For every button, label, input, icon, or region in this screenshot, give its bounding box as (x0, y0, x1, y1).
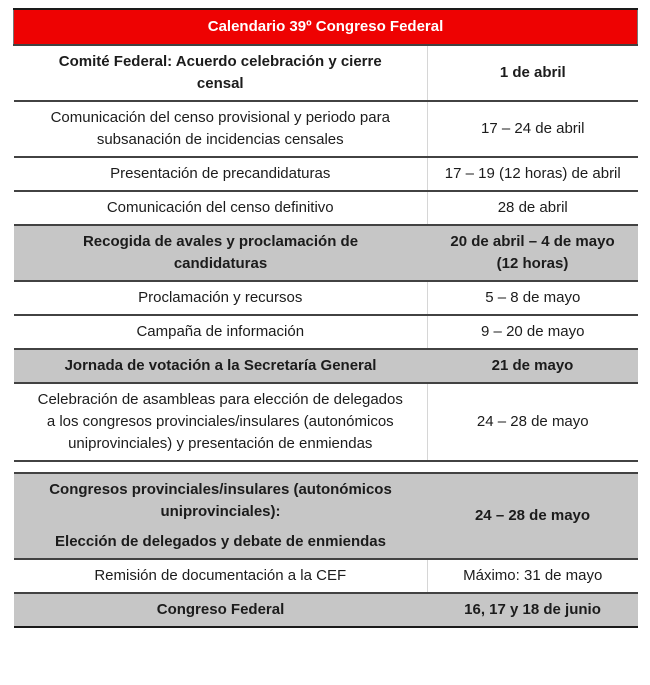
spacer-row (14, 461, 638, 473)
event-line-1: Congresos provinciales/insulares (autonómicos uniprovinciales): (49, 481, 392, 520)
date-cell: 28 de abril (428, 191, 638, 225)
spacer-cell (14, 461, 638, 473)
event-cell: Jornada de votación a la Secretaría General (64, 357, 377, 374)
event-cell: Recogida de avales y proclamación de candidaturas (82, 233, 359, 272)
date-cell: 16, 17 y 18 de junio (464, 601, 601, 618)
table-row (14, 101, 638, 157)
date-cell: 17 – 24 de abril (428, 101, 638, 157)
table-row-shaded (14, 349, 638, 383)
date-cell: 20 de abril – 4 de mayo (12 horas) (450, 233, 615, 272)
date-cell: 17 – 19 (12 horas) de abril (428, 157, 638, 191)
date-cell: 9 – 20 de mayo (428, 315, 638, 349)
table-row (14, 157, 638, 191)
table-row-shaded (14, 473, 638, 559)
table-row (14, 315, 638, 349)
date-cell: 1 de abril (428, 45, 638, 101)
table-row (14, 45, 638, 101)
congress-calendar-table (13, 8, 638, 628)
date-cell: 24 – 28 de mayo (474, 507, 591, 524)
event-cell: Comité Federal: Acuerdo celebración y cierre censal (58, 53, 382, 92)
table-row-shaded (14, 593, 638, 627)
event-cell: Presentación de precandidaturas (110, 165, 331, 182)
table-row-shaded (14, 225, 638, 281)
table-title: Calendario 39º Congreso Federal (14, 9, 638, 45)
event-cell: Celebración de asambleas para elección de delegados a los congresos provinciales/insulares (autonómicos uniprovinciales) y presentación de enmiendas (37, 391, 403, 452)
table-row (14, 191, 638, 225)
date-cell: Máximo: 31 de mayo (428, 559, 638, 593)
table-header-row (14, 9, 638, 45)
event-cell: Campaña de información (136, 323, 305, 340)
table-row (14, 281, 638, 315)
event-cell: Comunicación del censo definitivo (106, 199, 334, 216)
event-cell: Comunicación del censo provisional y periodo para subsanación de incidencias censales (50, 109, 390, 148)
date-cell: 21 de mayo (491, 357, 574, 374)
table-row (14, 383, 638, 461)
event-line-2: Elección de delegados y debate de enmiendas (55, 533, 386, 550)
date-cell: 5 – 8 de mayo (428, 281, 638, 315)
table-row (14, 559, 638, 593)
event-cell: Congreso Federal (156, 601, 285, 618)
date-cell: 24 – 28 de mayo (428, 383, 638, 461)
event-cell: Proclamación y recursos (138, 289, 303, 306)
event-cell (14, 473, 428, 559)
event-cell: Remisión de documentación a la CEF (94, 567, 347, 584)
